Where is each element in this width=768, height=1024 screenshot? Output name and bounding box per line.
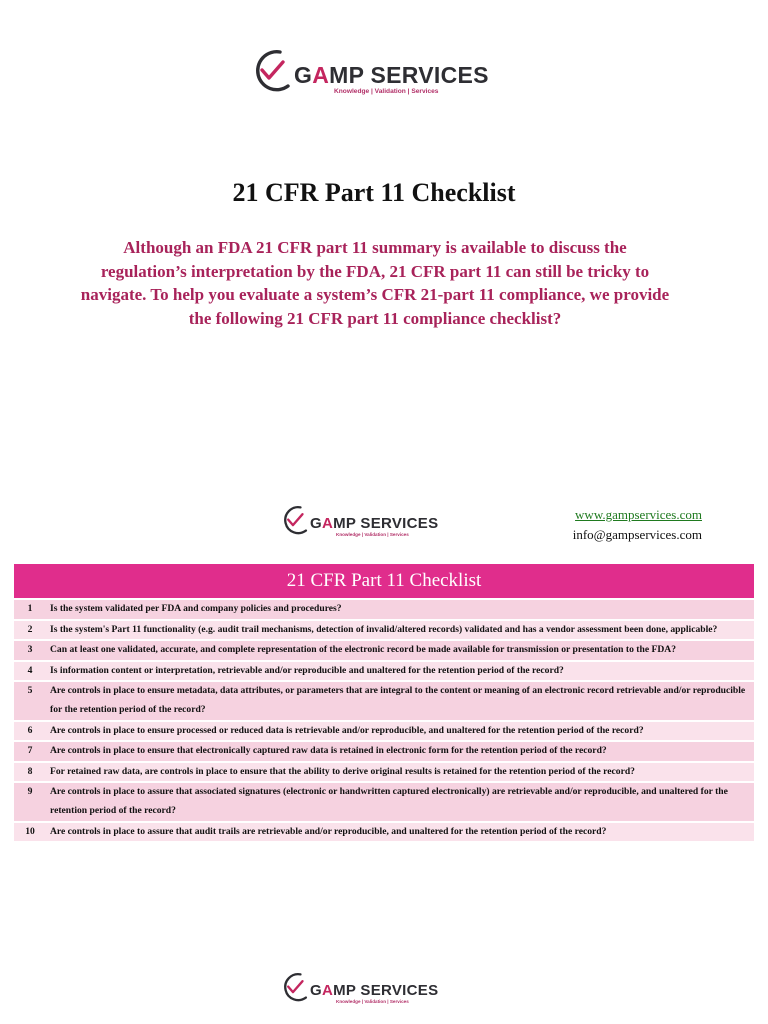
table-row	[14, 681, 754, 720]
logo-wordmark: GAMP SERVICES	[310, 982, 439, 999]
table-row	[14, 661, 754, 682]
item-number: 10	[14, 822, 46, 843]
intro-paragraph: Although an FDA 21 CFR part 11 summary is available to discuss the regulation’s interpretation by the FDA, 21 CFR part 11 can still be tricky to navigate. To help you evaluate a system’s CFR 21-part 11 compliance, we provide the following 21 CFR part 11 compliance checklist?	[80, 238, 670, 328]
contact-email: info@gampservices.com	[572, 527, 702, 542]
table-row	[14, 762, 754, 783]
checklist-header: 21 CFR Part 11 Checklist	[14, 564, 754, 598]
item-number: 3	[14, 640, 46, 661]
company-logo-top	[250, 46, 489, 98]
table-row	[14, 600, 754, 620]
table-row	[14, 721, 754, 742]
item-number: 9	[14, 782, 46, 821]
item-number: 4	[14, 661, 46, 682]
table-row	[14, 741, 754, 762]
checkmark-circle-icon	[280, 503, 310, 539]
page-title: 21 CFR Part 11 Checklist	[232, 178, 516, 207]
logo-wordmark: GAMP SERVICES	[294, 61, 489, 88]
item-number: 1	[14, 600, 46, 620]
checkmark-circle-icon	[250, 46, 294, 98]
item-question: Is the system validated per FDA and company policies and procedures?	[46, 600, 754, 620]
item-number: 7	[14, 741, 46, 762]
item-question: Are controls in place to ensure that electronically captured raw data is retained in electronic form for the retention period of the record?	[46, 741, 754, 762]
company-logo-bottom	[280, 970, 438, 1006]
checklist-section	[14, 564, 754, 843]
logo-tagline: Knowledge | Validation | Services	[336, 532, 409, 537]
checklist-table	[14, 600, 754, 843]
website-link[interactable]: www.gampservices.com	[575, 507, 702, 522]
item-question: Is the system's Part 11 functionality (e.g. audit trail mechanisms, detection of invalid/altered records) validated and has a vendor assessment been done, applicable?	[46, 620, 754, 641]
item-number: 2	[14, 620, 46, 641]
item-question: Are controls in place to ensure processed or reduced data is retrievable and/or reproducible, and unaltered for the retention period of the record?	[46, 721, 754, 742]
logo-tagline: Knowledge | Validation | Services	[334, 87, 439, 95]
item-question: Can at least one validated, accurate, and complete representation of the electronic record be made available for transmission or presentation to the FDA?	[46, 640, 754, 661]
item-question: For retained raw data, are controls in place to ensure that the ability to derive original results is retained for the retention period of the record?	[46, 762, 754, 783]
item-question: Are controls in place to assure that audit trails are retrievable and/or reproducible, and unaltered for the retention period of the record?	[46, 822, 754, 843]
logo-tagline: Knowledge | Validation | Services	[336, 999, 409, 1004]
item-question: Is information content or interpretation, retrievable and/or reproducible and unaltered for the retention period of the record?	[46, 661, 754, 682]
table-row	[14, 782, 754, 821]
item-number: 5	[14, 681, 46, 720]
item-question: Are controls in place to assure that associated signatures (electronic or handwritten captured electronically) are retrievable and/or reproducible, and unaltered for the retention period of the record?	[46, 782, 754, 821]
checkmark-circle-icon	[280, 970, 310, 1006]
contact-info	[573, 505, 702, 545]
item-question: Are controls in place to ensure metadata, data attributes, or parameters that are integral to the content or meaning of an electronic record retrievable and/or reproducible for the retention period of the record?	[46, 681, 754, 720]
table-row	[14, 640, 754, 661]
item-number: 6	[14, 721, 46, 742]
table-row	[14, 822, 754, 843]
table-row	[14, 620, 754, 641]
item-number: 8	[14, 762, 46, 783]
company-logo-middle	[280, 503, 438, 539]
logo-wordmark: GAMP SERVICES	[310, 515, 439, 532]
